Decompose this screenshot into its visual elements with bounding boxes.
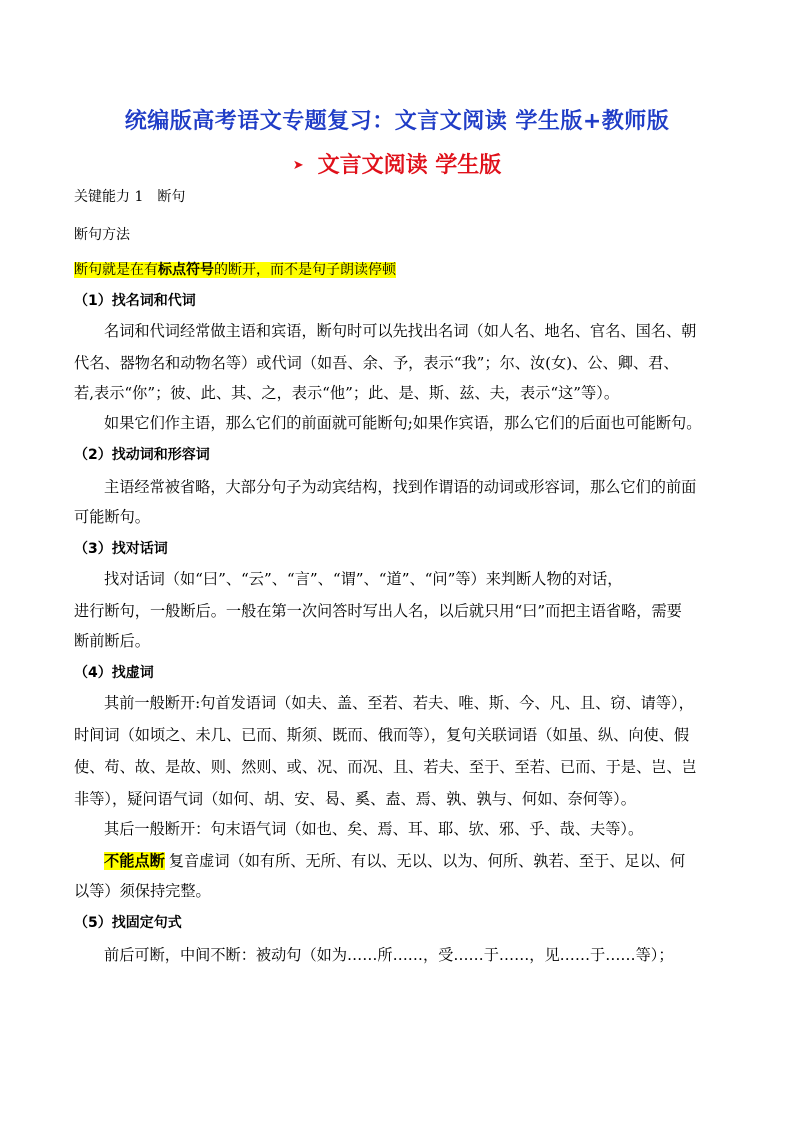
highlight-pre: 断句就是在有: [74, 262, 158, 278]
section-5-line: 前后可断，中间不断：被动句（如为……所……，受……于……，见……于……等）；: [104, 946, 674, 964]
highlight-note: [74, 259, 396, 281]
arrow-bullet-icon: ➤: [292, 158, 304, 173]
section-4-line-text: 复音虚词（如有所、无所、有以、无以、以为、何所、孰若、至于、足以、何: [168, 852, 686, 870]
section-4-line: 其前一般断开:句首发语词（如夫、盖、至若、若夫、唯、斯、今、凡、且、窃、请等），: [104, 694, 694, 712]
highlight-post: 的断开，而不是句子朗读停顿: [214, 262, 396, 278]
ability-label: 关键能力 1 断句: [74, 189, 186, 205]
document-subtitle: [0, 148, 794, 179]
section-2-heading: （2）找动词和形容词: [74, 447, 210, 463]
section-4-heading: （4）找虚词: [74, 665, 154, 681]
section-1-line: 若,表示“你”；彼、此、其、之，表示“他”；此、是、斯、兹、夫，表示“这”等）。: [74, 384, 620, 402]
section-1-line: 代名、器物名和动物名等）或代词（如吾、余、予，表示“我”；尔、汝(女)、公、卿、君、: [74, 354, 679, 372]
section-5-heading: （5）找固定句式: [74, 915, 182, 931]
document-title: 统编版高考语文专题复习：文言文阅读 学生版+教师版: [124, 109, 670, 134]
section-3-line: 找对话词（如“曰”、“云”、“言”、“谓”、“道”、“问”等）来判断人物的对话，: [104, 570, 623, 588]
highlight-bold: 标点符号: [158, 262, 214, 278]
method-label: 断句方法: [74, 227, 130, 243]
section-3-line: 断前断后。: [74, 632, 150, 650]
section-1-line: 名词和代词经常做主语和宾语，断句时可以先找出名词（如人名、地名、官名、国名、朝: [104, 322, 697, 340]
section-2-line: 可能断句。: [74, 508, 150, 526]
section-4-line: 以等）须保持完整。: [74, 882, 211, 900]
section-3-line: 进行断句，一般断后。一般在第一次问答时写出人名，以后就只用“曰”而把主语省略，需要: [74, 602, 682, 620]
subtitle-text: 文言文阅读 学生版: [317, 153, 502, 178]
section-4-line: 使、苟、故、是故、则、然则、或、况、而况、且、若夫、至于、至若、已而、于是、岂、岂: [74, 758, 697, 776]
section-4-line: [104, 850, 685, 872]
cannot-break-label: 不能点断: [104, 852, 165, 870]
section-4-line: 非等），疑问语气词（如何、胡、安、曷、奚、盍、焉、孰、孰与、何如、奈何等）。: [74, 790, 636, 808]
section-4-line: 其后一般断开：句末语气词（如也、矣、焉、耳、耶、欤、邪、乎、哉、夫等）。: [104, 820, 644, 838]
section-1-line: 如果它们作主语，那么它们的前面就可能断句;如果作宾语，那么它们的后面也可能断句。: [104, 414, 702, 432]
section-1-heading: （1）找名词和代词: [74, 293, 196, 309]
section-2-line: 主语经常被省略，大部分句子为动宾结构，找到作谓语的动词或形容词，那么它们的前面: [104, 478, 697, 496]
section-3-heading: （3）找对话词: [74, 541, 168, 557]
section-4-line: 时间词（如顷之、未几、已而、斯须、既而、俄而等），复句关联词语（如虽、纵、向使、假: [74, 726, 690, 744]
